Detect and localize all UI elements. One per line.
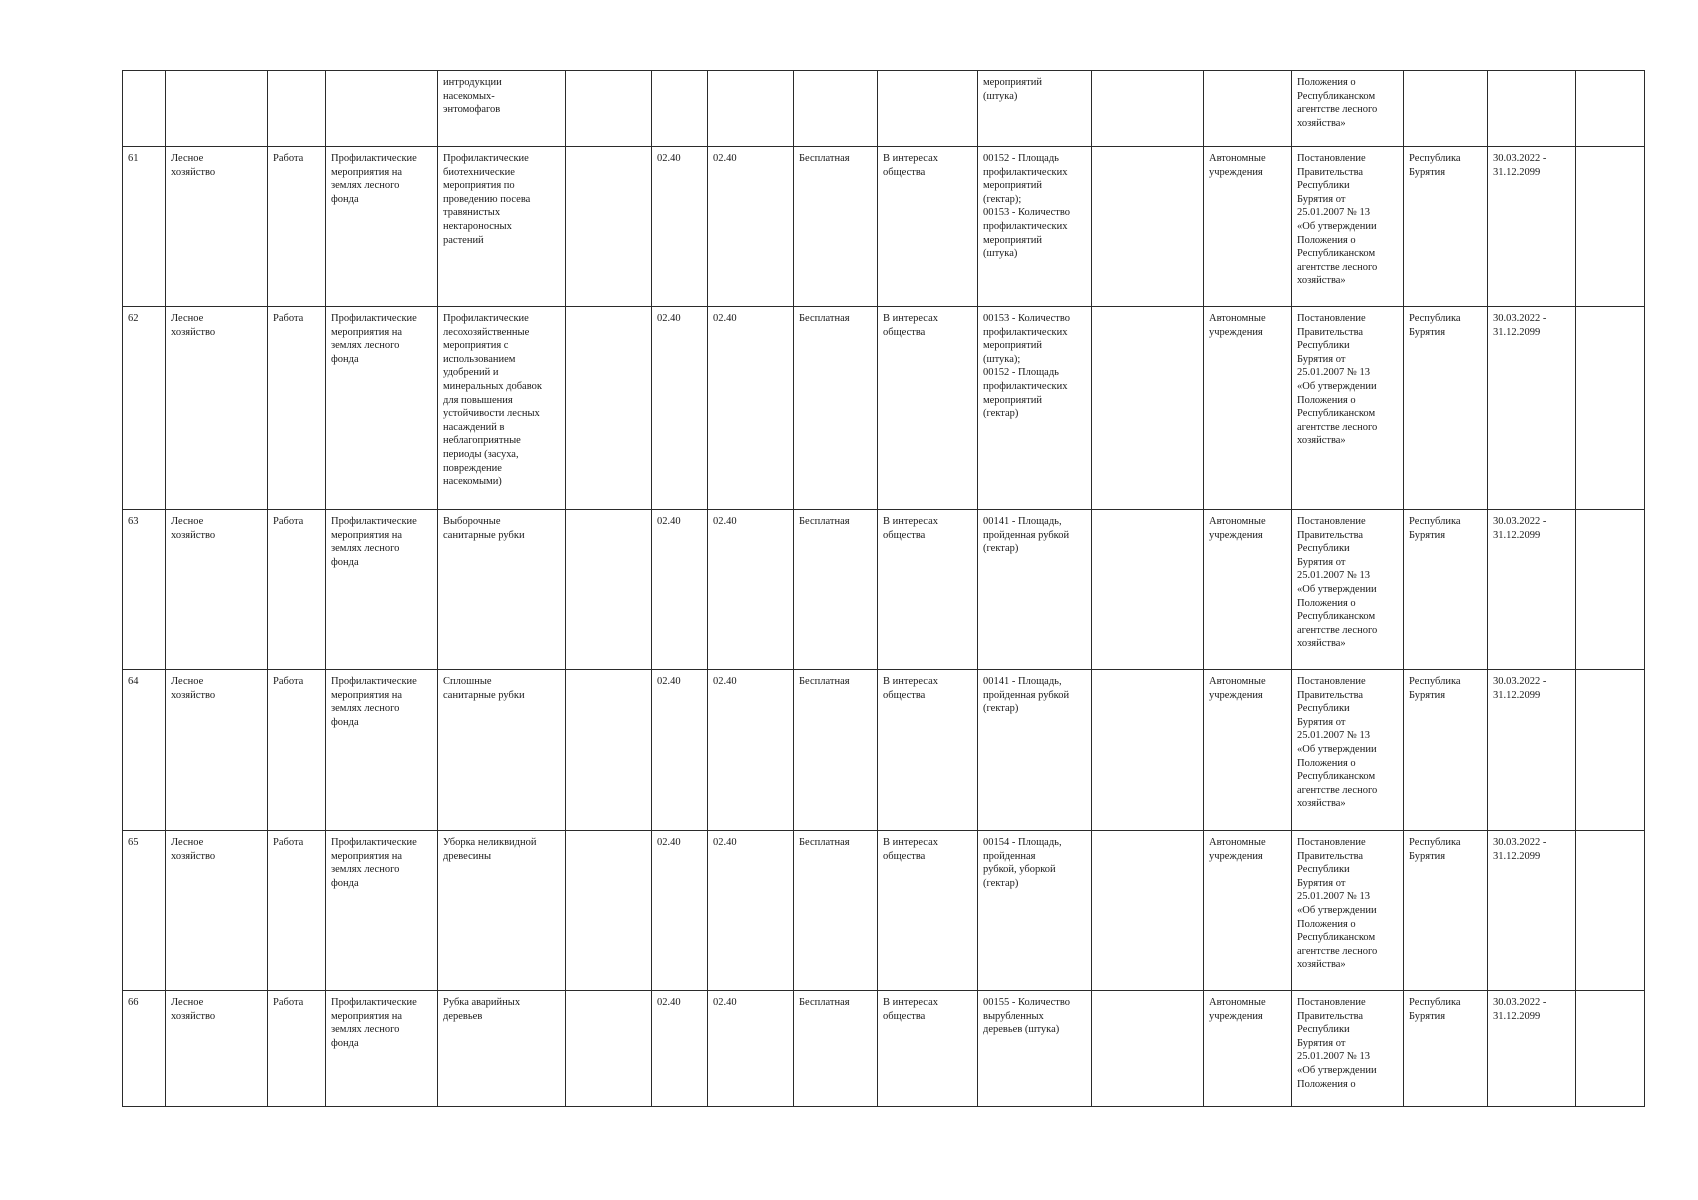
empty-cell — [1092, 831, 1204, 991]
payment-cell — [794, 670, 878, 831]
interest-cell-text: В интересах общества — [883, 676, 938, 701]
indicators-cell-text: 00152 - Площадь профилактических мероприятий (гектар); 00153 - Количество профилактических мероприятий (штука) — [983, 153, 1071, 260]
name-cell — [326, 307, 438, 510]
interest-cell — [878, 831, 978, 991]
interest-cell — [878, 147, 978, 307]
empty-cell — [1576, 510, 1645, 670]
region-cell — [1404, 510, 1488, 670]
code-cell — [708, 991, 794, 1107]
institution-cell-text: Автономные учреждения — [1209, 997, 1266, 1022]
payment-cell-text: Бесплатная — [799, 516, 850, 527]
code-cell-text: 02.40 — [713, 516, 737, 527]
name-cell-text: Профилактические мероприятия на землях лесного фонда — [331, 676, 417, 728]
row-number-text: 61 — [128, 153, 139, 164]
sector-cell-text: Лесное хозяйство — [171, 676, 216, 701]
code-cell — [708, 71, 794, 147]
registry-table — [122, 70, 1645, 1107]
region-cell-text: Республика Бурятия — [1409, 997, 1461, 1022]
period-cell — [1488, 307, 1576, 510]
content-cell — [438, 670, 566, 831]
type-cell-text: Работа — [273, 313, 304, 324]
indicators-cell-text: мероприятий (штука) — [983, 77, 1042, 102]
code-cell-text: 02.40 — [713, 837, 737, 848]
code-cell — [708, 147, 794, 307]
table-row — [123, 147, 1645, 307]
empty-cell — [1576, 147, 1645, 307]
region-cell — [1404, 71, 1488, 147]
period-cell-text: 30.03.2022 - 31.12.2099 — [1493, 676, 1547, 701]
row-number-text: 62 — [128, 313, 139, 324]
type-cell — [268, 991, 326, 1107]
payment-cell-text: Бесплатная — [799, 313, 850, 324]
empty-cell — [1092, 307, 1204, 510]
type-cell — [268, 510, 326, 670]
code-cell — [708, 670, 794, 831]
type-cell — [268, 670, 326, 831]
sector-cell — [166, 147, 268, 307]
region-cell-text: Республика Бурятия — [1409, 837, 1461, 862]
region-cell — [1404, 831, 1488, 991]
code-cell — [652, 670, 708, 831]
empty-cell — [566, 147, 652, 307]
row-number-text: 64 — [128, 676, 139, 687]
content-cell-text: интродукции насекомых- энтомофагов — [443, 77, 502, 116]
empty-cell — [566, 991, 652, 1107]
indicators-cell-text: 00153 - Количество профилактических мероприятий (штука); 00152 - Площадь профилактических мероприятий (гектар) — [983, 313, 1071, 420]
code-cell — [708, 831, 794, 991]
legal-basis-cell — [1292, 307, 1404, 510]
code-cell — [652, 147, 708, 307]
indicators-cell — [978, 831, 1092, 991]
payment-cell-text: Бесплатная — [799, 676, 850, 687]
content-cell — [438, 991, 566, 1107]
region-cell — [1404, 147, 1488, 307]
institution-cell — [1204, 307, 1292, 510]
code-cell — [652, 307, 708, 510]
code-cell-text: 02.40 — [657, 153, 681, 164]
code-cell-text: 02.40 — [713, 313, 737, 324]
legal-basis-cell — [1292, 510, 1404, 670]
legal-basis-cell-text: Постановление Правительства Республики Бурятия от 25.01.2007 № 13 «Об утверждении Положения о — [1297, 997, 1377, 1090]
type-cell-text: Работа — [273, 153, 304, 164]
interest-cell-text: В интересах общества — [883, 516, 938, 541]
period-cell-text: 30.03.2022 - 31.12.2099 — [1493, 153, 1547, 178]
table-row — [123, 510, 1645, 670]
legal-basis-cell — [1292, 831, 1404, 991]
table-row — [123, 71, 1645, 147]
type-cell — [268, 147, 326, 307]
row-number — [123, 831, 166, 991]
empty-cell — [566, 831, 652, 991]
table-row — [123, 991, 1645, 1107]
period-cell-text: 30.03.2022 - 31.12.2099 — [1493, 997, 1547, 1022]
empty-cell — [1576, 991, 1645, 1107]
period-cell — [1488, 510, 1576, 670]
period-cell — [1488, 670, 1576, 831]
region-cell — [1404, 991, 1488, 1107]
sector-cell-text: Лесное хозяйство — [171, 153, 216, 178]
empty-cell — [566, 71, 652, 147]
content-cell — [438, 307, 566, 510]
content-cell-text: Рубка аварийных деревьев — [443, 997, 521, 1022]
row-number — [123, 147, 166, 307]
region-cell — [1404, 670, 1488, 831]
legal-basis-cell-text: Постановление Правительства Республики Бурятия от 25.01.2007 № 13 «Об утверждении Положения о Республиканском агентстве лесного хозяйства» — [1297, 516, 1378, 650]
row-number — [123, 71, 166, 147]
type-cell-text: Работа — [273, 676, 304, 687]
indicators-cell — [978, 670, 1092, 831]
institution-cell — [1204, 147, 1292, 307]
type-cell-text: Работа — [273, 837, 304, 848]
name-cell-text: Профилактические мероприятия на землях лесного фонда — [331, 837, 417, 889]
content-cell-text: Сплошные санитарные рубки — [443, 676, 525, 701]
legal-basis-cell — [1292, 147, 1404, 307]
payment-cell — [794, 510, 878, 670]
empty-cell — [1576, 831, 1645, 991]
name-cell — [326, 510, 438, 670]
table-row — [123, 670, 1645, 831]
sector-cell — [166, 307, 268, 510]
type-cell — [268, 307, 326, 510]
name-cell-text: Профилактические мероприятия на землях лесного фонда — [331, 313, 417, 365]
code-cell — [708, 307, 794, 510]
name-cell — [326, 147, 438, 307]
content-cell — [438, 71, 566, 147]
interest-cell — [878, 670, 978, 831]
code-cell-text: 02.40 — [713, 997, 737, 1008]
row-number — [123, 670, 166, 831]
legal-basis-cell — [1292, 670, 1404, 831]
name-cell — [326, 670, 438, 831]
empty-cell — [1576, 670, 1645, 831]
institution-cell-text: Автономные учреждения — [1209, 676, 1266, 701]
row-number — [123, 991, 166, 1107]
empty-cell — [566, 307, 652, 510]
name-cell-text: Профилактические мероприятия на землях лесного фонда — [331, 516, 417, 568]
interest-cell — [878, 307, 978, 510]
sector-cell-text: Лесное хозяйство — [171, 997, 216, 1022]
indicators-cell — [978, 510, 1092, 670]
content-cell-text: Выборочные санитарные рубки — [443, 516, 525, 541]
content-cell — [438, 510, 566, 670]
payment-cell — [794, 307, 878, 510]
table-row — [123, 307, 1645, 510]
sector-cell — [166, 991, 268, 1107]
period-cell — [1488, 147, 1576, 307]
empty-cell — [566, 510, 652, 670]
payment-cell — [794, 147, 878, 307]
interest-cell — [878, 510, 978, 670]
code-cell — [652, 991, 708, 1107]
empty-cell — [566, 670, 652, 831]
empty-cell — [1576, 71, 1645, 147]
type-cell — [268, 71, 326, 147]
payment-cell-text: Бесплатная — [799, 153, 850, 164]
period-cell — [1488, 71, 1576, 147]
region-cell — [1404, 307, 1488, 510]
institution-cell-text: Автономные учреждения — [1209, 837, 1266, 862]
empty-cell — [1576, 307, 1645, 510]
type-cell-text: Работа — [273, 516, 304, 527]
legal-basis-cell-text: Постановление Правительства Республики Бурятия от 25.01.2007 № 13 «Об утверждении Положения о Республиканском агентстве лесного хозяйства» — [1297, 313, 1378, 447]
code-cell-text: 02.40 — [713, 676, 737, 687]
type-cell-text: Работа — [273, 997, 304, 1008]
payment-cell — [794, 831, 878, 991]
content-cell-text: Профилактические биотехнические мероприятия по проведению посева травянистых нектароносных растений — [443, 153, 531, 246]
indicators-cell — [978, 71, 1092, 147]
sector-cell — [166, 670, 268, 831]
name-cell-text: Профилактические мероприятия на землях лесного фонда — [331, 153, 417, 205]
row-number-text: 65 — [128, 837, 139, 848]
institution-cell-text: Автономные учреждения — [1209, 153, 1266, 178]
period-cell-text: 30.03.2022 - 31.12.2099 — [1493, 516, 1547, 541]
type-cell — [268, 831, 326, 991]
legal-basis-cell-text: Постановление Правительства Республики Бурятия от 25.01.2007 № 13 «Об утверждении Положения о Республиканском агентстве лесного хозяйства» — [1297, 153, 1378, 287]
period-cell-text: 30.03.2022 - 31.12.2099 — [1493, 837, 1547, 862]
region-cell-text: Республика Бурятия — [1409, 153, 1461, 178]
payment-cell-text: Бесплатная — [799, 997, 850, 1008]
institution-cell — [1204, 510, 1292, 670]
payment-cell-text: Бесплатная — [799, 837, 850, 848]
indicators-cell-text: 00141 - Площадь, пройденная рубкой (гектар) — [983, 516, 1070, 555]
code-cell — [708, 510, 794, 670]
row-number-text: 66 — [128, 997, 139, 1008]
institution-cell — [1204, 831, 1292, 991]
indicators-cell — [978, 147, 1092, 307]
content-cell — [438, 147, 566, 307]
region-cell-text: Республика Бурятия — [1409, 676, 1461, 701]
interest-cell-text: В интересах общества — [883, 313, 938, 338]
institution-cell — [1204, 991, 1292, 1107]
period-cell-text: 30.03.2022 - 31.12.2099 — [1493, 313, 1547, 338]
legal-basis-cell — [1292, 991, 1404, 1107]
empty-cell — [1092, 147, 1204, 307]
institution-cell — [1204, 670, 1292, 831]
legal-basis-cell-text: Постановление Правительства Республики Бурятия от 25.01.2007 № 13 «Об утверждении Положения о Республиканском агентстве лесного хозяйства» — [1297, 676, 1378, 810]
code-cell-text: 02.40 — [713, 153, 737, 164]
institution-cell-text: Автономные учреждения — [1209, 313, 1266, 338]
indicators-cell — [978, 991, 1092, 1107]
indicators-cell-text: 00141 - Площадь, пройденная рубкой (гектар) — [983, 676, 1070, 715]
name-cell — [326, 71, 438, 147]
code-cell-text: 02.40 — [657, 516, 681, 527]
indicators-cell — [978, 307, 1092, 510]
name-cell-text: Профилактические мероприятия на землях лесного фонда — [331, 997, 417, 1049]
region-cell-text: Республика Бурятия — [1409, 313, 1461, 338]
interest-cell-text: В интересах общества — [883, 837, 938, 862]
name-cell — [326, 831, 438, 991]
period-cell — [1488, 831, 1576, 991]
payment-cell — [794, 71, 878, 147]
content-cell-text: Уборка неликвидной древесины — [443, 837, 537, 862]
empty-cell — [1092, 991, 1204, 1107]
period-cell — [1488, 991, 1576, 1107]
empty-cell — [1092, 510, 1204, 670]
code-cell — [652, 510, 708, 670]
interest-cell — [878, 991, 978, 1107]
payment-cell — [794, 991, 878, 1107]
institution-cell-text: Автономные учреждения — [1209, 516, 1266, 541]
sector-cell — [166, 831, 268, 991]
sector-cell-text: Лесное хозяйство — [171, 837, 216, 862]
legal-basis-cell-text: Положения о Республиканском агентстве лесного хозяйства» — [1297, 77, 1378, 129]
sector-cell-text: Лесное хозяйство — [171, 516, 216, 541]
code-cell-text: 02.40 — [657, 676, 681, 687]
sector-cell — [166, 71, 268, 147]
code-cell-text: 02.40 — [657, 313, 681, 324]
sector-cell — [166, 510, 268, 670]
interest-cell-text: В интересах общества — [883, 997, 938, 1022]
row-number — [123, 510, 166, 670]
document-page — [122, 70, 1644, 1107]
code-cell — [652, 71, 708, 147]
region-cell-text: Республика Бурятия — [1409, 516, 1461, 541]
empty-cell — [1092, 670, 1204, 831]
legal-basis-cell-text: Постановление Правительства Республики Бурятия от 25.01.2007 № 13 «Об утверждении Положения о Республиканском агентстве лесного хозяйства» — [1297, 837, 1378, 971]
name-cell — [326, 991, 438, 1107]
interest-cell-text: В интересах общества — [883, 153, 938, 178]
content-cell — [438, 831, 566, 991]
table-row — [123, 831, 1645, 991]
empty-cell — [1092, 71, 1204, 147]
legal-basis-cell — [1292, 71, 1404, 147]
table-body — [123, 71, 1645, 1107]
indicators-cell-text: 00154 - Площадь, пройденная рубкой, уборкой (гектар) — [983, 837, 1062, 889]
row-number-text: 63 — [128, 516, 139, 527]
content-cell-text: Профилактические лесохозяйственные мероприятия с использованием удобрений и минеральных добавок для повышения устойчивости лесных насаждений в неблагоприятные периоды (засуха, повреждение насекомыми) — [443, 313, 542, 488]
indicators-cell-text: 00155 - Количество вырубленных деревьев (штука) — [983, 997, 1071, 1036]
code-cell-text: 02.40 — [657, 837, 681, 848]
row-number — [123, 307, 166, 510]
interest-cell — [878, 71, 978, 147]
institution-cell — [1204, 71, 1292, 147]
code-cell — [652, 831, 708, 991]
code-cell-text: 02.40 — [657, 997, 681, 1008]
sector-cell-text: Лесное хозяйство — [171, 313, 216, 338]
